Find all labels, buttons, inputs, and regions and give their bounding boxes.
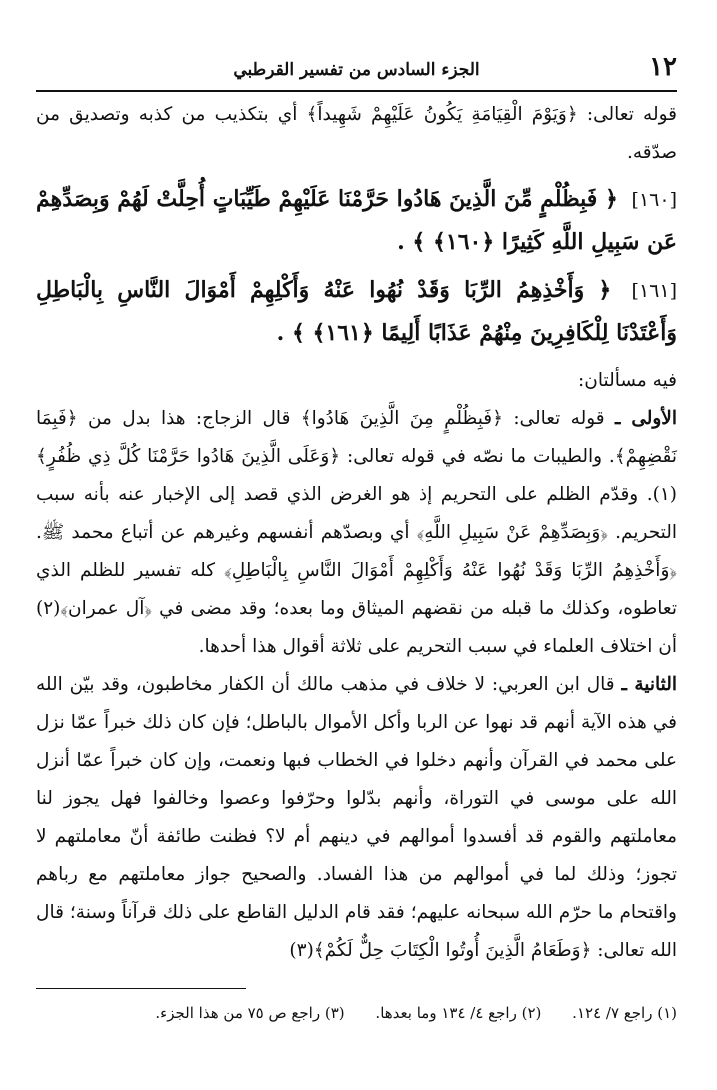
first-issue-label: الأولى ـ [614,408,677,429]
main-content [36,96,677,970]
first-issue-text: قوله تعالى: ﴿فَبِظُلْمٍ مِنَ الَّذِينَ هَادُوا﴾ قال الزجاج: هذا بدل من ﴿فَبِمَا نَقْضِهِمْ﴾. والطيبات ما نصّه في قوله تعالى: ﴿وَعَلَى الَّذِينَ هَادُوا حَرَّمْنَا كُلَّ ذِي ظُفُرٍ﴾(١). وقدّم الظلم على التحريم إذ هو الغرض الذي قصد إلى الإخبار عنه بأنه سبب التحريم. ﴿وَبِصَدِّهِمْ عَنْ سَبِيلِ اللَّهِ﴾ أي وبصدّهم أنفسهم وغيرهم عن أتباع محمد ﷺ. ﴿وَأَخْذِهِمُ الرِّبَا وَقَدْ نُهُوا عَنْهُ وَأَكْلِهِمْ أَمْوَالَ النَّاسِ بِالْبَاطِلِ﴾ كله تفسير للظلم الذي تعاطوه، وكذلك ما قبله من نقضهم الميثاق وما بعده؛ وقد مضى في ﴿آل عمران﴾(٢) أن اختلاف العلماء في سبب التحريم على ثلاثة أقوال هذا أحدها. [36,408,677,657]
footnote-2: (٢) راجع ٤/ ١٣٤ وما بعدها. [375,1004,542,1022]
page-header [36,50,677,92]
footnote-3: (٣) راجع ص ٧٥ من هذا الجزء. [155,1004,345,1022]
issues-heading: فيه مسألتان: [578,370,677,391]
page-number: ١٢ [649,52,677,82]
footnote-divider [36,988,246,989]
running-title: الجزء السادس من تفسير القرطبي [233,60,480,80]
second-issue-paragraph [36,666,677,970]
second-issue-text: قال ابن العربي: لا خلاف في مذهب مالك أن الكفار مخاطبون، وقد بيّن الله في هذه الآية أنهم قد نهوا عن الربا وأكل الأموال بالباطل؛ فإن كان ذلك خبراً عمّا نزل على محمد في القرآن وأنهم دخلوا في الخطاب فبها ونعمت، وإن كان خبراً عمّا أنزل الله على موسى في التوراة، وأنهم بدّلوا وحرّفوا وعصوا وخالفوا فهل يجوز لنا معاملتهم والقوم قد أفسدوا أموالهم في دينهم أم لا؟ فظنت طائفة أنّ معاملتهم لا تجوز؛ وذلك لما في أموالهم من هذا الفساد. والصحيح جواز معاملتهم مع رباهم واقتحام ما حرّم الله سبحانه عليهم؛ فقد قام الدليل القاطع على ذلك قرآناً وسنة؛ قال الله تعالى: ﴿وَطَعَامُ الَّذِينَ أُوتُوا الْكِتَابَ حِلٌّ لَكُمْ﴾(٣) [36,674,677,961]
verse-160 [36,178,677,263]
second-issue-label: الثانية ـ [621,674,678,695]
verse-number: [١٦٠] [631,189,677,211]
verse-text: ﴿ فَبِظُلْمٍ مِّنَ الَّذِينَ هَادُوا حَرَّمْنَا عَلَيْهِمْ طَيِّبَاتٍ أُحِلَّتْ لَهُمْ وَبِصَدِّهِمْ عَن سَبِيلِ اللَّهِ كَثِيرًا ﴿١٦٠﴾ ﴾ . [36,186,677,255]
first-issue-paragraph [36,400,677,666]
verse-161 [36,269,677,354]
footnotes [36,1002,677,1024]
footnote-1: (١) راجع ٧/ ١٢٤. [572,1004,677,1022]
verse-number: [١٦١] [631,280,677,302]
intro-paragraph: قوله تعالى: ﴿وَيَوْمَ الْقِيَامَةِ يَكُونُ عَلَيْهِمْ شَهِيداً﴾ أي بتكذيب من كذبه وتصديق من صدّقه. [36,104,677,163]
verse-text: ﴿ وَأَخْذِهِمُ الرِّبَا وَقَدْ نُهُوا عَنْهُ وَأَكْلِهِمْ أَمْوَالَ النَّاسِ بِالْبَاطِلِ وَأَعْتَدْنَا لِلْكَافِرِينَ مِنْهُمْ عَذَابًا أَلِيمًا ﴿١٦١﴾ ﴾ . [36,277,677,346]
